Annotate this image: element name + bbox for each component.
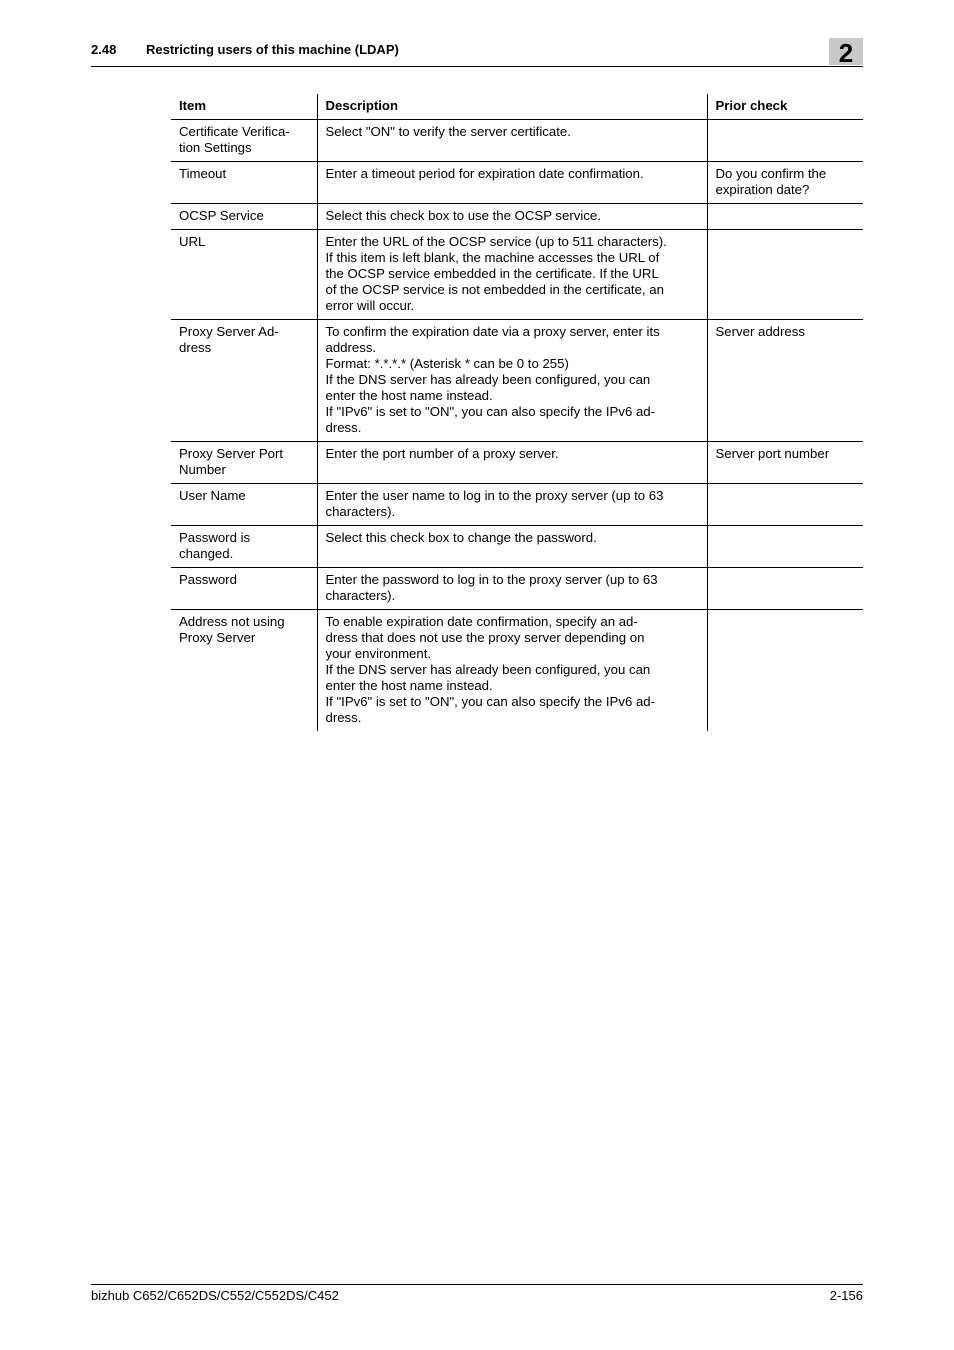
page-header [91, 38, 863, 67]
cell-item: Password [171, 568, 317, 610]
cell-item: Proxy Server Ad- dress [171, 320, 317, 442]
cell-item: OCSP Service [171, 204, 317, 230]
table-row [171, 610, 863, 732]
cell-description: Enter the password to log in to the proxy server (up to 63 characters). [317, 568, 707, 610]
table-row [171, 484, 863, 526]
cell-prior-check: Server port number [707, 442, 863, 484]
table-body [171, 120, 863, 732]
table-row [171, 442, 863, 484]
cell-description: Select this check box to use the OCSP service. [317, 204, 707, 230]
table-row [171, 120, 863, 162]
cell-item: Address not using Proxy Server [179, 614, 285, 645]
cell-prior-check: Server address [707, 320, 863, 442]
cell-prior-check [707, 120, 863, 162]
cell-description: To confirm the expiration date via a proxy server, enter its address. Format: *.*.*.* (Asterisk * can be 0 to 255) If the DNS server has already been configured, you can enter the host name instead. If "IPv6" is set to "ON", you can also specify the IPv6 ad- dress. [317, 320, 707, 442]
column-header-item: Item [171, 94, 317, 120]
cell-item: URL [171, 230, 317, 320]
cell-prior-check [707, 204, 863, 230]
cell-prior-check [707, 526, 863, 568]
cell-prior-check [707, 230, 863, 320]
model-name: bizhub C652/C652DS/C552/C552DS/C452 [91, 1288, 339, 1303]
cell-description: Enter the URL of the OCSP service (up to 511 characters). If this item is left blank, the machine accesses the URL of the OCSP service embedded in the certificate. If the URL of the OCSP service is not embedded in the certificate, an error will occur. [317, 230, 707, 320]
chapter-badge: 2 [829, 38, 863, 65]
cell-item: Timeout [171, 162, 317, 204]
section-number: 2.48 [91, 42, 117, 57]
cell-description: Enter the user name to log in to the proxy server (up to 63 characters). [317, 484, 707, 526]
table-row [171, 568, 863, 610]
table-row [171, 230, 863, 320]
page-footer [91, 1284, 863, 1303]
cell-prior-check [707, 568, 863, 610]
cell-description: Enter the port number of a proxy server. [317, 442, 707, 484]
cell-description: Select this check box to change the password. [317, 526, 707, 568]
column-header-prior-check: Prior check [707, 94, 863, 120]
cell-description: Select "ON" to verify the server certificate. [317, 120, 707, 162]
table-row [171, 320, 863, 442]
table-header-row [171, 94, 863, 120]
cell-prior-check: Do you confirm the expiration date? [707, 162, 863, 204]
cell-prior-check [707, 484, 863, 526]
page-number: 2-156 [829, 1288, 863, 1303]
cell-description: Enter a timeout period for expiration date confirmation. [317, 162, 707, 204]
cell-description: To enable expiration date confirmation, specify an ad- dress that does not use the proxy server depending on your environment. If the DNS server has already been configured, you can enter the host name instead. If "IPv6" is set to "ON", you can also specify the IPv6 ad- dress. [317, 610, 707, 732]
cell-item: User Name [171, 484, 317, 526]
cell-item: Password is changed. [171, 526, 317, 568]
table-row [171, 526, 863, 568]
table-row [171, 162, 863, 204]
cell-prior-check [707, 610, 863, 732]
table-row [171, 204, 863, 230]
section-title: Restricting users of this machine (LDAP) [146, 42, 399, 57]
settings-table [171, 94, 863, 731]
cell-item: Certificate Verifica- tion Settings [171, 120, 317, 162]
cell-item: Proxy Server Port Number [171, 442, 317, 484]
column-header-description: Description [317, 94, 707, 120]
